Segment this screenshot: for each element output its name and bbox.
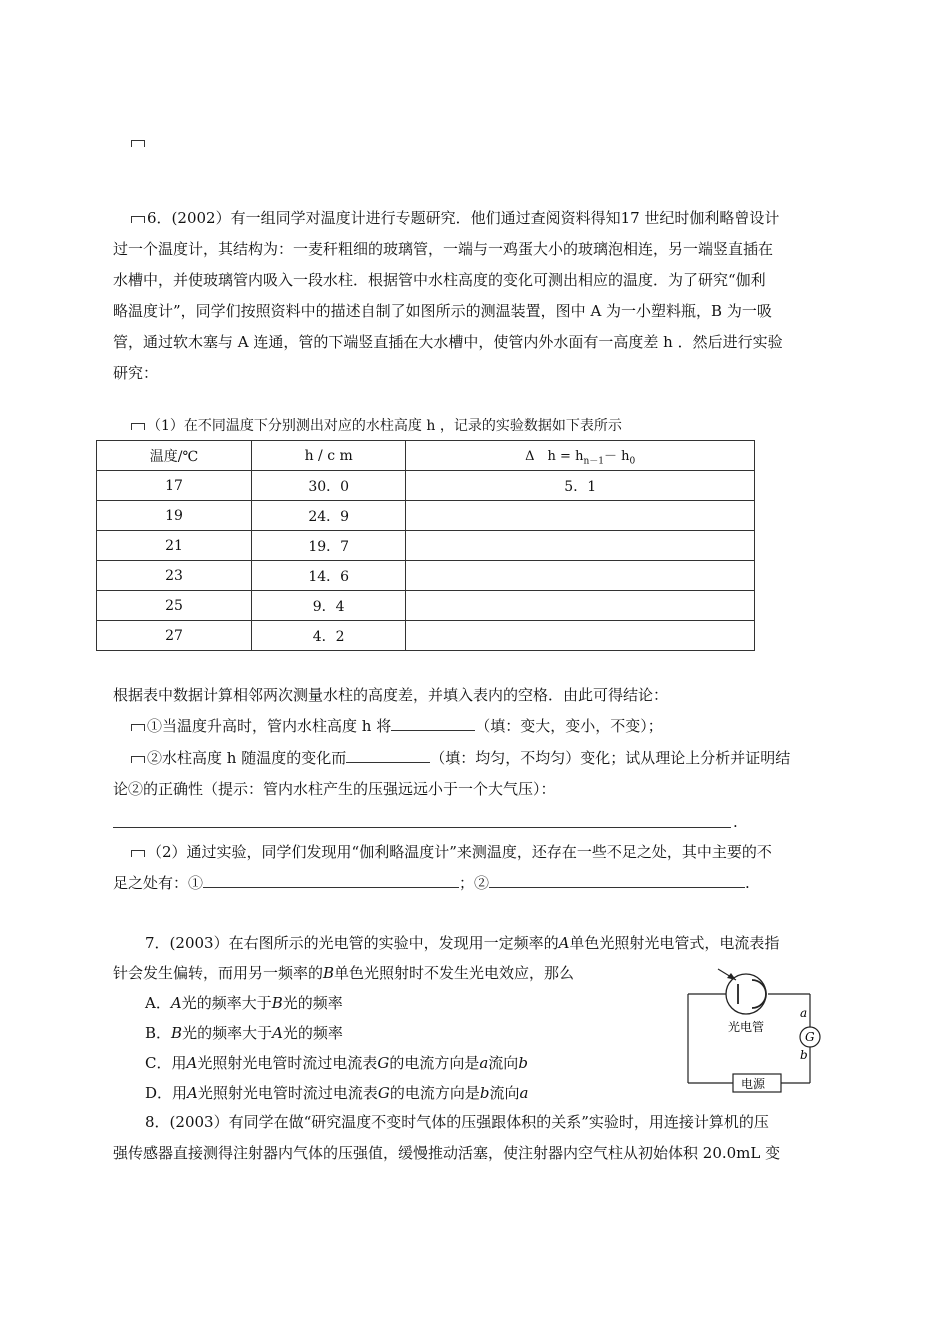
answer-line-period: .: [733, 813, 738, 831]
q6-line-6: 研究：: [113, 364, 159, 382]
q6-line-4: 略温度计”，同学们按照资料中的描述自制了如图所示的测温装置，图中 A 为一小塑料瓶，B 为一吸: [113, 302, 772, 320]
table-header-row: [97, 441, 755, 471]
answer-blank[interactable]: [391, 716, 475, 731]
q6-line-3: 水槽中，并使玻璃管内吸入一段水柱．根据管中水柱高度的变化可测出相应的温度．为了研究“伽利: [113, 271, 766, 289]
terminal-b-label: b: [800, 1048, 808, 1062]
incident-light-arrow: [718, 969, 736, 980]
q7-line-1: 7．(2003）在右图所示的光电管的实验中，发现用一定频率的A单色光照射光电管式，电流表指: [145, 934, 780, 952]
answer-blank[interactable]: [489, 873, 745, 888]
phototube: [726, 974, 766, 1014]
table-header-cell: Δ $h = h_{n-1}- h_0$: [406, 441, 755, 471]
q7-line-2: 针会发生偏转，而用另一频率的B单色光照射时不发生光电效应，那么: [113, 964, 575, 982]
table-cell: 30．0: [251, 471, 405, 501]
galvanometer-label: G: [805, 1030, 815, 1044]
terminal-a-label: a: [800, 1006, 808, 1020]
q6-conclusion-2: ②水柱高度 h 随温度的变化而 （填：均匀，不均匀）变化；试从理论上分析并证明结: [131, 748, 790, 768]
table-cell: 27: [97, 621, 252, 651]
option-c[interactable]: C．用A光照射光电管时流过电流表G的电流方向是a流向b: [145, 1054, 528, 1072]
q6-part1-intro: （1）在不同温度下分别测出对应的水柱高度 h ，记录的实验数据如下表所示: [131, 416, 622, 436]
table-cell-blank[interactable]: [406, 621, 755, 651]
table-cell: 19．7: [251, 531, 405, 561]
answer-line[interactable]: [113, 827, 731, 828]
q6-conclusion-1: ①当温度升高时，管内水柱高度 h 将 （填：变大，变小，不变）；: [131, 716, 663, 736]
table-row: [97, 501, 755, 531]
answer-blank[interactable]: [203, 873, 459, 888]
q8-line-1: 8．(2003）有同学在做“研究温度不变时气体的压强跟体积的关系”实验时，用连接计算机的压: [145, 1113, 769, 1131]
q6-line-5: 管，通过软木塞与 A 连通，管的下端竖直插在大水槽中，使管内外水面有一高度差 h ．然后进行实验: [113, 333, 783, 351]
phototube-circuit-diagram: [680, 965, 830, 1095]
table-row: [97, 591, 755, 621]
answer-blank[interactable]: [346, 748, 430, 763]
table-cell: 17: [97, 471, 252, 501]
table-header-cell: h / c m: [251, 441, 405, 471]
table-cell: 5．1: [406, 471, 755, 501]
table-cell-blank[interactable]: [406, 561, 755, 591]
table-cell-blank[interactable]: [406, 591, 755, 621]
q6-line-1: 6．(2002）有一组同学对温度计进行专题研究．他们通过查阅资料得知17 世纪时伽利略曾设计: [131, 208, 779, 228]
margin-mark: [131, 140, 145, 147]
table-cell-blank[interactable]: [406, 501, 755, 531]
data-table: [96, 440, 755, 651]
option-d[interactable]: D．用A光照射光电管时流过电流表G的电流方向是b流向a: [145, 1084, 529, 1102]
table-cell: 9．4: [251, 591, 405, 621]
margin-mark: [131, 756, 145, 763]
power-source: [733, 1074, 781, 1092]
table-cell: 23: [97, 561, 252, 591]
q6-conclusion-2-line2: 论②的正确性（提示：管内水柱产生的压强远远小于一个大气压）：: [113, 780, 556, 798]
table-cell: 25: [97, 591, 252, 621]
tube-label: 光电管: [728, 1020, 765, 1034]
table-cell-blank[interactable]: [406, 531, 755, 561]
table-row: [97, 531, 755, 561]
table-row: [97, 561, 755, 591]
q6-after-table: 根据表中数据计算相邻两次测量水柱的高度差，并填入表内的空格．由此可得结论：: [113, 686, 669, 704]
table-row: [97, 621, 755, 651]
q6-part2-line1: （2）通过实验，同学们发现用“伽利略温度计”来测温度，还存在一些不足之处，其中主要的不: [131, 842, 772, 862]
option-a[interactable]: A．A光的频率大于B光的频率: [145, 994, 343, 1012]
table-cell: 14．6: [251, 561, 405, 591]
margin-mark: [131, 724, 145, 731]
q6-line-2: 过一个温度计，其结构为：一麦秆粗细的玻璃管，一端与一鸡蛋大小的玻璃泡相连，另一端竖直插在: [113, 240, 774, 258]
table-cell: 19: [97, 501, 252, 531]
table-cell: 24．9: [251, 501, 405, 531]
option-b[interactable]: B．B光的频率大于A光的频率: [145, 1024, 343, 1042]
q6-part2-line2: 足之处有：① ；② .: [113, 874, 750, 892]
q8-line-2: 强传感器直接测得注射器内气体的压强值，缓慢推动活塞，使注射器内空气柱从初始体积 20.0mL 变: [113, 1144, 781, 1162]
table-header-cell: 温度/℃: [97, 441, 252, 471]
galvanometer: [800, 1027, 820, 1047]
power-source-label: 电源: [741, 1077, 766, 1091]
margin-mark: [131, 850, 145, 857]
table-row: [97, 471, 755, 501]
table-cell: 4．2: [251, 621, 405, 651]
margin-mark: [131, 423, 145, 430]
margin-mark: [131, 216, 145, 223]
table-cell: 21: [97, 531, 252, 561]
